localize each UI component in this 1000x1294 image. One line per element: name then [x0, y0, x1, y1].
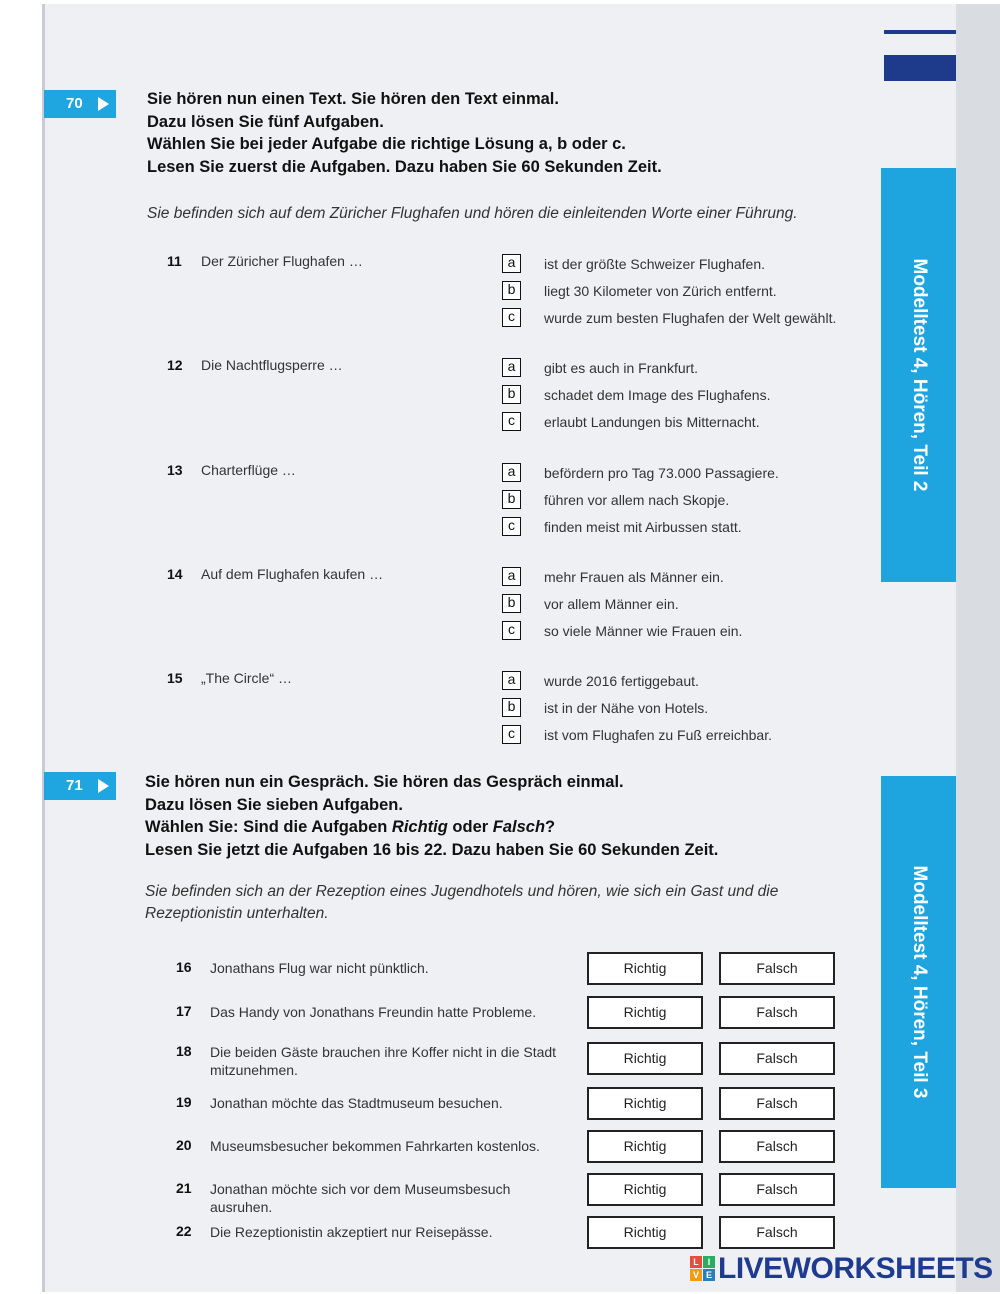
audio-track-70-button[interactable] — [44, 90, 116, 118]
answer-text: führen vor allem nach Skopje. — [544, 492, 730, 508]
statement-number: 17 — [176, 1003, 192, 1019]
answer-checkbox[interactable]: a — [502, 358, 521, 377]
sidebar-tab-label: Modelltest 4, Hören, Teil 3 — [908, 865, 930, 1099]
instructions-70 — [147, 88, 662, 178]
answer-checkbox[interactable]: b — [502, 281, 521, 300]
question-12 — [167, 357, 343, 373]
logo-letter: E — [703, 1269, 715, 1281]
falsch-button-18[interactable]: Falsch — [719, 1042, 835, 1075]
statement-text: Die Rezeptionistin akzeptiert nur Reisepässe. — [210, 1224, 493, 1240]
situation-line: Rezeptionistin unterhalten. — [145, 905, 329, 922]
instructions-71 — [145, 771, 718, 861]
question-number: 12 — [167, 357, 183, 373]
instruction-line: Sie hören nun einen Text. Sie hören den Text einmal. — [147, 90, 559, 108]
question-text: Die Nachtflugsperre … — [201, 357, 343, 373]
sidebar-tab-label: Modelltest 4, Hören, Teil 2 — [908, 258, 930, 492]
logo-letter: V — [690, 1269, 702, 1281]
header-rule — [884, 30, 956, 34]
answer-text: ist in der Nähe von Hotels. — [544, 700, 709, 716]
statement-text: Jonathan möchte sich vor dem Museumsbesuch ausruhen. — [210, 1181, 511, 1215]
richtig-button-20[interactable]: Richtig — [587, 1130, 703, 1163]
instruction-line — [145, 839, 718, 862]
answer-checkbox[interactable]: c — [502, 308, 521, 327]
answer-checkbox[interactable]: b — [502, 594, 521, 613]
statement-number: 20 — [176, 1137, 192, 1153]
instruction-emphasis: Richtig — [391, 818, 448, 836]
sidebar-tab-teil-2 — [881, 168, 956, 582]
answer-text: befördern pro Tag 73.000 Passagiere. — [544, 465, 779, 481]
instruction-line: Dazu lösen Sie fünf Aufgaben. — [147, 112, 384, 131]
answer-text: ist vom Flughafen zu Fuß erreichbar. — [544, 727, 772, 743]
answer-text: finden meist mit Airbussen statt. — [544, 519, 742, 535]
richtig-button-17[interactable]: Richtig — [587, 996, 703, 1029]
page-edge — [42, 4, 45, 1292]
audio-track-71-button[interactable] — [44, 772, 116, 800]
question-number: 11 — [167, 253, 182, 269]
answer-checkbox[interactable]: c — [502, 412, 521, 431]
falsch-button-17[interactable]: Falsch — [719, 996, 835, 1029]
answer-checkbox[interactable]: a — [502, 567, 521, 586]
question-text: Der Züricher Flughafen … — [201, 253, 363, 269]
liveworksheets-logo — [690, 1252, 993, 1286]
falsch-button-16[interactable]: Falsch — [719, 952, 835, 985]
play-icon — [98, 779, 109, 793]
answer-checkbox[interactable]: b — [502, 490, 521, 509]
richtig-button-22[interactable]: Richtig — [587, 1216, 703, 1249]
richtig-button-16[interactable]: Richtig — [587, 952, 703, 985]
header-bar — [884, 55, 956, 81]
question-15 — [167, 670, 292, 686]
statement-number: 16 — [176, 959, 192, 975]
answer-text: erlaubt Landungen bis Mitternacht. — [544, 414, 760, 430]
answer-text: mehr Frauen als Männer ein. — [544, 569, 724, 585]
answer-text: gibt es auch in Frankfurt. — [544, 360, 699, 376]
answer-checkbox[interactable]: a — [502, 463, 521, 482]
logo-letter: L — [690, 1256, 702, 1268]
statement-number: 19 — [176, 1094, 192, 1110]
falsch-button-22[interactable]: Falsch — [719, 1216, 835, 1249]
question-text: Auf dem Flughafen kaufen … — [201, 566, 384, 582]
richtig-button-18[interactable]: Richtig — [587, 1042, 703, 1075]
sidebar-tab-teil-3 — [881, 776, 956, 1188]
play-icon — [98, 97, 109, 111]
question-text: Charterflüge … — [201, 462, 296, 478]
answer-checkbox[interactable]: b — [502, 698, 521, 717]
situation-71 — [145, 881, 778, 925]
instruction-text: oder — [447, 818, 493, 836]
answer-text: wurde 2016 fertiggebaut. — [544, 673, 699, 689]
answer-text: ist der größte Schweizer Flughafen. — [544, 256, 765, 272]
instruction-text: Lesen Sie jetzt die Aufgaben 16 bis 22. Dazu haben Sie 60 Sekunden Zeit. — [145, 840, 719, 859]
answer-checkbox[interactable]: b — [502, 385, 521, 404]
brand-name: LIVEWORKSHEETS — [718, 1252, 993, 1285]
brand-logo-icon — [690, 1256, 716, 1282]
statement-number: 22 — [176, 1223, 192, 1239]
richtig-button-21[interactable]: Richtig — [587, 1173, 703, 1206]
answer-checkbox[interactable]: c — [502, 621, 521, 640]
situation-line: Sie befinden sich an der Rezeption eines Jugendhotels und hören, wie sich ein Gast und die — [145, 883, 779, 900]
statement-text: Jonathans Flug war nicht pünktlich. — [210, 960, 429, 976]
answer-checkbox[interactable]: c — [502, 725, 521, 744]
falsch-button-20[interactable]: Falsch — [719, 1130, 835, 1163]
richtig-button-19[interactable]: Richtig — [587, 1087, 703, 1120]
instruction-text: Wählen Sie: Sind die Aufgaben — [145, 818, 392, 836]
instruction-emphasis: Falsch — [492, 818, 546, 836]
instruction-text: Dazu lösen Sie sieben Aufgaben. — [145, 795, 403, 814]
instruction-text: ? — [545, 818, 556, 836]
answer-text: vor allem Männer ein. — [544, 596, 679, 612]
statement-text: Das Handy von Jonathans Freundin hatte Probleme. — [210, 1004, 537, 1020]
answer-text: so viele Männer wie Frauen ein. — [544, 623, 743, 639]
question-13 — [167, 462, 296, 478]
question-text: „The Circle“ … — [201, 670, 293, 686]
track-number: 71 — [66, 777, 83, 794]
question-14 — [167, 566, 383, 582]
falsch-button-19[interactable]: Falsch — [719, 1087, 835, 1120]
question-number: 13 — [167, 462, 183, 478]
answer-text: liegt 30 Kilometer von Zürich entfernt. — [544, 283, 777, 299]
instruction-line: Wählen Sie bei jeder Aufgabe die richtige Lösung a, b oder c. — [147, 135, 626, 153]
statement-number: 18 — [176, 1043, 192, 1059]
situation-70: Sie befinden sich auf dem Züricher Flughafen und hören die einleitenden Worte einer Führung. — [147, 205, 798, 222]
instruction-line — [145, 794, 718, 817]
statement-text: Museumsbesucher bekommen Fahrkarten kostenlos. — [210, 1138, 540, 1154]
instruction-line: Lesen Sie zuerst die Aufgaben. Dazu haben Sie 60 Sekunden Zeit. — [147, 157, 662, 176]
statement-text: Die beiden Gäste brauchen ihre Koffer nicht in die Stadt mitzunehmen. — [210, 1044, 557, 1078]
answer-text: schadet dem Image des Flughafens. — [544, 387, 771, 403]
instruction-text: Sie hören nun ein Gespräch. Sie hören das Gespräch einmal. — [145, 773, 624, 791]
question-number: 14 — [167, 566, 183, 582]
instruction-line — [145, 816, 718, 839]
question-number: 15 — [167, 670, 183, 686]
question-11 — [167, 253, 363, 269]
instruction-line — [145, 771, 718, 794]
track-number: 70 — [66, 95, 83, 112]
statement-number: 21 — [176, 1180, 192, 1196]
answer-checkbox[interactable]: c — [502, 517, 521, 536]
falsch-button-21[interactable]: Falsch — [719, 1173, 835, 1206]
answer-checkbox[interactable]: a — [502, 671, 521, 690]
answer-text: wurde zum besten Flughafen der Welt gewählt. — [544, 310, 837, 326]
statement-text: Jonathan möchte das Stadtmuseum besuchen. — [210, 1095, 503, 1111]
logo-letter: I — [703, 1256, 715, 1268]
answer-checkbox[interactable]: a — [502, 254, 521, 273]
page-margin-strip — [956, 4, 1000, 1292]
